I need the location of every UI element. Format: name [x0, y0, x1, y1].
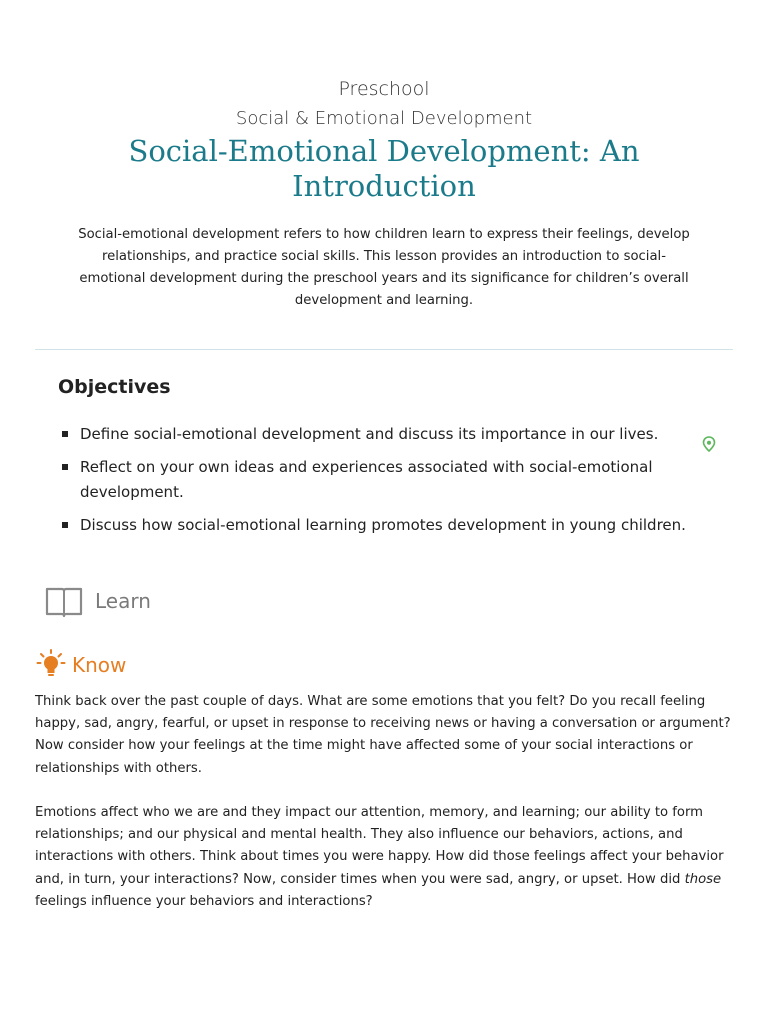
lesson-intro: Social-emotional development refers to how children learn to express their feelings, develop relationships, and practice social skills. This lesson provides an introduction to social-emotional development during the preschool years and its significance for children’s overall development and learning.: [78, 227, 690, 308]
objectives-heading: Objectives: [58, 376, 171, 398]
open-book-icon: [45, 584, 83, 618]
objective-item: [62, 422, 702, 447]
know-paragraph-2-emphasis: those: [684, 871, 722, 887]
objective-text: Reflect on your own ideas and experiences associated with social-emotional development.: [80, 458, 653, 501]
lightbulb-icon: [36, 648, 68, 680]
page-title: Social-Emotional Development: An Introduction: [128, 134, 640, 203]
know-paragraph-2: [35, 802, 733, 913]
know-paragraph-1: Think back over the past couple of days. What are some emotions that you felt? Do you recall feeling happy, sad, angry, fearful, or upset in response to receiving news or having a conversation or argument? Now consider how your feelings at the time might have affected some of your social interactions or relationships with others.: [35, 694, 731, 776]
location-pin-icon[interactable]: [702, 436, 716, 452]
square-bullet-icon: [62, 431, 68, 437]
objective-item: [62, 513, 702, 538]
know-paragraph-2-text-end: feelings influence your behaviors and interactions?: [35, 893, 373, 909]
learn-label: Learn: [95, 589, 151, 613]
lesson-category: Social & Emotional Development: [235, 108, 533, 129]
square-bullet-icon: [62, 464, 68, 470]
know-paragraph-2-text-start: Emotions affect who we are and they impact our attention, memory, and learning; our ability to form relationships; and our physical and mental health. They also influence our behaviors, actions, and interactions with others. Think about times you were happy. How did those feelings affect your behavior and, in turn, your interactions? Now, consider times when you were sad, angry, or upset. How did: [35, 805, 724, 887]
lesson-level: Preschool: [338, 78, 430, 100]
objectives-list: [62, 422, 702, 546]
square-bullet-icon: [62, 522, 68, 528]
know-label: Know: [72, 653, 127, 677]
section-divider: [35, 349, 733, 350]
objective-item: [62, 455, 702, 505]
objective-text: Discuss how social-emotional learning promotes development in young children.: [80, 516, 686, 534]
objective-text: Define social-emotional development and discuss its importance in our lives.: [80, 425, 659, 443]
